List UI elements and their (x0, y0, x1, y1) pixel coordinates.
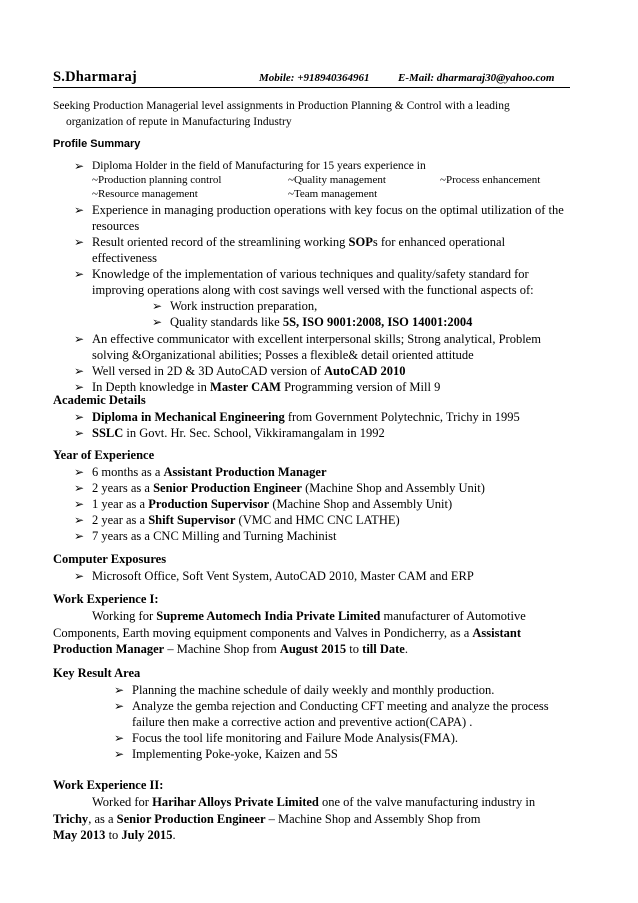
bullet-arrow-icon: ➢ (74, 159, 85, 173)
profile-bullet: ➢ In Depth knowledge in Master CAM Programming version of Mill 9 (74, 380, 441, 394)
bullet-arrow-icon: ➢ (74, 410, 85, 424)
experience-item: ➢ 6 months as a Assistant Production Manager (74, 465, 327, 479)
bullet-arrow-icon: ➢ (74, 529, 85, 543)
bullet-arrow-icon: ➢ (114, 683, 125, 697)
objective-line: organization of repute in Manufacturing Industry (66, 116, 292, 128)
academic-item: ➢ Diploma in Mechanical Engineering from Government Polytechnic, Trichy in 1995 (74, 410, 520, 424)
experience-item: ➢ 2 years as a Senior Production Engineer (Machine Shop and Assembly Unit) (74, 481, 485, 495)
profile-bullet: ➢ Diploma Holder in the field of Manufacturing for 15 years experience in (74, 159, 426, 173)
bullet-arrow-icon: ➢ (114, 731, 125, 745)
experience-years-heading: Year of Experience (53, 448, 155, 462)
kra-item: ➢ Focus the tool life monitoring and Failure Mode Analysis(FMA). (114, 731, 459, 745)
work-experience-2-heading: Work Experience II: (53, 778, 164, 792)
bullet-arrow-icon: ➢ (74, 481, 85, 495)
bullet-arrow-icon: ➢ (74, 569, 85, 583)
key-result-area-heading: Key Result Area (53, 666, 141, 680)
bullet-arrow-icon: ➢ (74, 267, 85, 281)
profile-summary-heading: Profile Summary (53, 138, 141, 150)
kra-item: ➢ Implementing Poke-yoke, Kaizen and 5S (114, 747, 338, 761)
bullet-arrow-icon: ➢ (152, 315, 163, 329)
area-item: ~Team management (288, 188, 378, 200)
profile-sub-bullet: ➢ Work instruction preparation, (152, 299, 318, 313)
bullet-arrow-icon: ➢ (114, 747, 125, 761)
profile-bullet: ➢ Knowledge of the implementation of various techniques and quality/safety standard for improving operations along with cost savings well versed with the functional aspects of: (74, 267, 534, 297)
work-experience-1-body: Working for Supreme Automech India Private Limited manufacturer of Automotive Components, Earth moving equipment components and Valves in Pondicherry, as a Assistant Production Manager – Machine Shop from August 2015 to till Date. (53, 609, 526, 656)
profile-bullet: ➢ Result oriented record of the streamlining working SOPs for enhanced operational effectiveness (74, 235, 506, 265)
work-experience-1-heading: Work Experience I: (53, 592, 159, 606)
objective-line: Seeking Production Managerial level assignments in Production Planning & Control with a leading (53, 100, 510, 112)
academic-item: ➢ SSLC in Govt. Hr. Sec. School, Vikkiramangalam in 1992 (74, 426, 385, 440)
bullet-arrow-icon: ➢ (74, 332, 85, 346)
bullet-arrow-icon: ➢ (74, 497, 85, 511)
profile-bullet: ➢ Experience in managing production operations with key focus on the optimal utilization of the resources (74, 203, 564, 233)
kra-item: ➢ Planning the machine schedule of daily weekly and monthly production. (114, 683, 495, 697)
bullet-arrow-icon: ➢ (74, 513, 85, 527)
objective (53, 98, 573, 130)
profile-sub-bullet: ➢ Quality standards like 5S, ISO 9001:2008, ISO 14001:2004 (152, 315, 473, 329)
area-item: ~Process enhancement (440, 174, 541, 186)
bullet-arrow-icon: ➢ (74, 203, 85, 217)
academic-heading: Academic Details (53, 393, 146, 407)
bullet-arrow-icon: ➢ (74, 426, 85, 440)
profile-bullet: ➢ Well versed in 2D & 3D AutoCAD version of AutoCAD 2010 (74, 364, 406, 378)
work-experience-2-body: Worked for Harihar Alloys Private Limited one of the valve manufacturing industry in Trichy, as a Senior Production Engineer – Machine Shop and Assembly Shop from May 2013 to July 2015. (53, 795, 536, 842)
candidate-name: S.Dharmaraj (53, 69, 137, 85)
bullet-arrow-icon: ➢ (74, 380, 85, 394)
bullet-arrow-icon: ➢ (74, 465, 85, 479)
computer-heading: Computer Exposures (53, 552, 167, 566)
area-item: ~Quality management (288, 174, 386, 186)
area-item: ~Resource management (92, 188, 198, 200)
bullet-arrow-icon: ➢ (114, 699, 125, 713)
bullet-arrow-icon: ➢ (74, 235, 85, 249)
experience-item: ➢ 1 year as a Production Supervisor (Machine Shop and Assembly Unit) (74, 497, 453, 511)
bullet-arrow-icon: ➢ (152, 299, 163, 313)
computer-item: ➢ Microsoft Office, Soft Vent System, AutoCAD 2010, Master CAM and ERP (74, 569, 474, 583)
area-item: ~Production planning control (92, 174, 222, 186)
experience-item: ➢ 2 year as a Shift Supervisor (VMC and HMC CNC LATHE) (74, 513, 400, 527)
bullet-arrow-icon: ➢ (74, 364, 85, 378)
experience-item: ➢ 7 years as a CNC Milling and Turning Machinist (74, 529, 337, 543)
profile-bullet: ➢ An effective communicator with excellent interpersonal skills; Strong analytical, Problem solving &Organizational abilities; Posses a flexible& detail oriented attitude (74, 332, 541, 362)
email-address: E-Mail: dharmaraj30@yahoo.com (398, 72, 555, 84)
resume-header (53, 69, 570, 88)
kra-item: ➢ Analyze the gemba rejection and Conducting CFT meeting and analyze the process failure then make a corrective action and preventive action(CAPA) . (114, 699, 549, 729)
mobile-number: Mobile: +918940364961 (259, 72, 370, 84)
